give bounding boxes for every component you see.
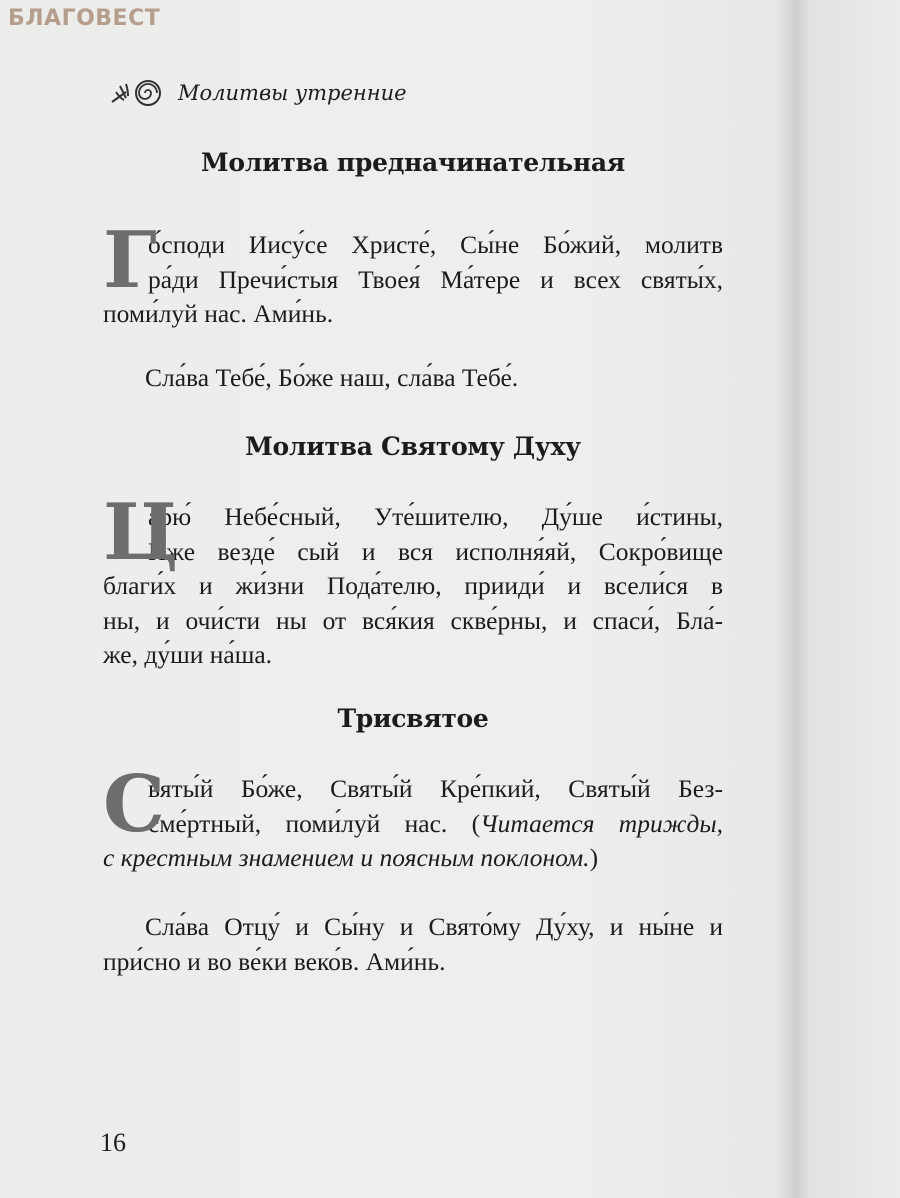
ornament-icon	[110, 78, 168, 108]
page-number: 16	[100, 1128, 126, 1157]
running-header	[110, 78, 407, 108]
rubric-italic: с крестным знамением и поясным поклоном.	[103, 843, 590, 872]
text-segment: сме́ртный, поми́луй нас. (	[148, 808, 481, 838]
text-line	[103, 841, 723, 876]
prayer-paragraph	[103, 215, 723, 332]
text-line: арю́ Небе́сный, Уте́шителю, Ду́ше и́стины,	[148, 502, 723, 531]
section-title: Молитва предначинательная	[201, 148, 625, 177]
rubric-italic: Читается трижды,	[480, 808, 723, 838]
text-line: поми́луй нас. Ами́нь.	[103, 299, 334, 328]
text-line: о́споди Иису́се Христе́, Сы́не Бо́жий, молитв	[148, 230, 723, 259]
section-title: Трисвятое	[337, 704, 489, 733]
text-line: Сла́ва Отцу́ и Сы́ну и Свято́му Ду́ху, и ны́не и	[145, 912, 723, 941]
drop-cap: Ц	[103, 487, 179, 578]
text-line: вяты́й Бо́же, Святы́й Кре́пкий, Святы́й Без-	[148, 774, 723, 803]
running-header-title: Молитвы утренние	[178, 81, 407, 105]
text-line: благи́х и жи́зни Пода́телю, прииди́ и всели́ся в	[103, 571, 723, 600]
prayer-paragraph	[103, 361, 723, 396]
text-line	[103, 807, 723, 842]
prayer-paragraph	[103, 487, 723, 673]
drop-cap: Г	[103, 215, 157, 306]
drop-cap: С	[103, 759, 166, 850]
prayer-paragraph	[103, 759, 723, 876]
text-line: Сла́ва Тебе́, Бо́же наш, сла́ва Тебе́.	[145, 363, 519, 392]
prayer-paragraph	[103, 910, 723, 979]
text-line: ны, и очи́сти ны от вся́кия скве́рны, и спаси́, Бла́-	[103, 605, 723, 635]
section-title: Молитва Святому Духу	[245, 432, 581, 461]
text-line: И́же везде́ сый и вся исполня́яй, Сокро́вище	[148, 536, 723, 566]
watermark: БЛАГОВЕСТ	[8, 6, 161, 31]
text-line: же, ду́ши на́ша.	[103, 640, 273, 669]
text-segment: )	[589, 843, 599, 872]
text-line: ра́ди Пречи́стыя Твоея́ Ма́тере и всех святы́х,	[148, 264, 723, 294]
text-line: при́сно и во ве́ки веко́в. Ами́нь.	[103, 946, 446, 976]
